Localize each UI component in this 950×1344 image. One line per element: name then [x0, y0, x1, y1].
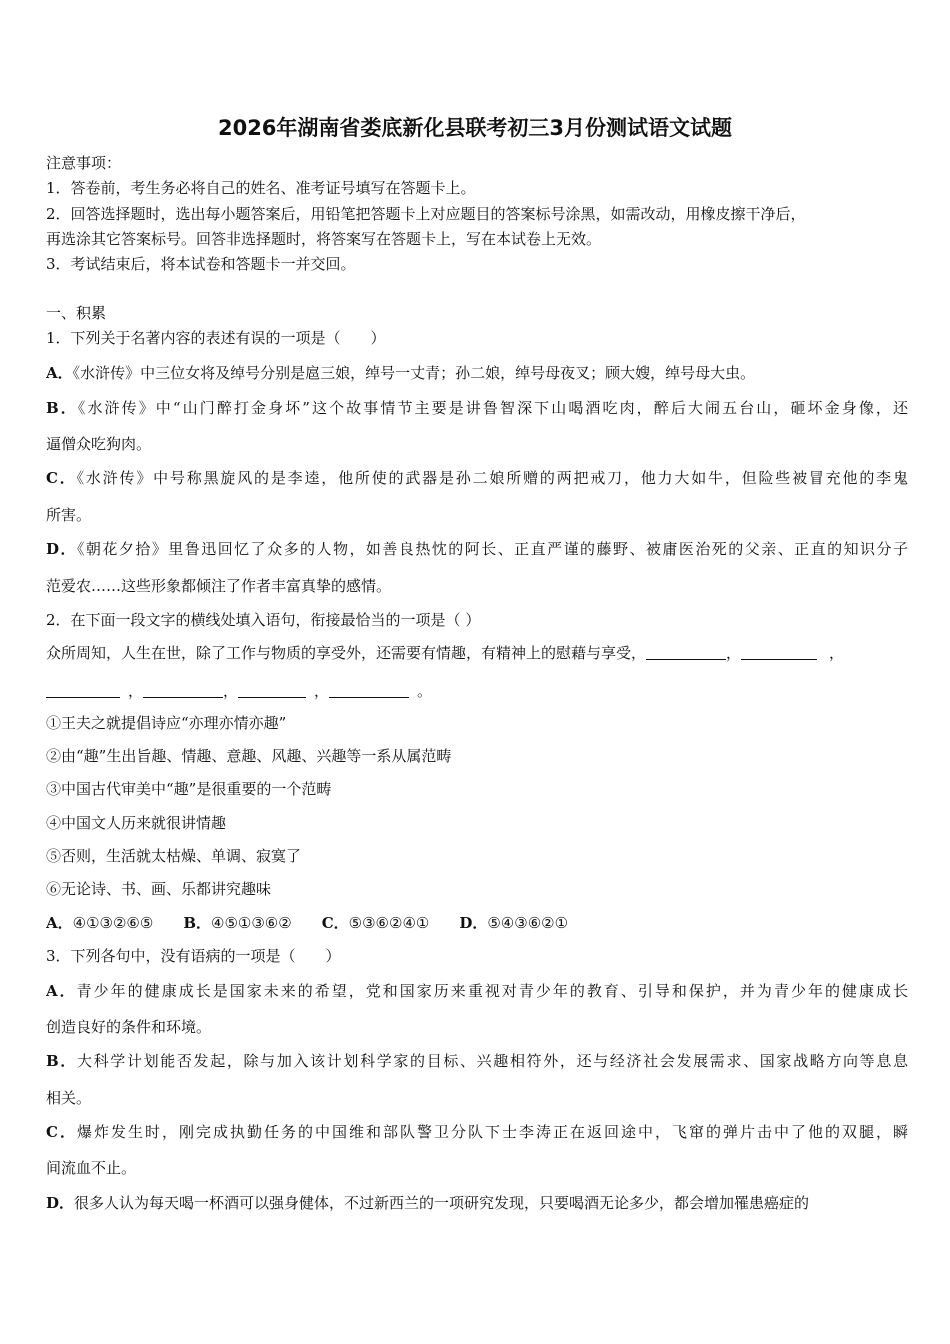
q1-option-a [46, 362, 908, 383]
notice-item-3: 3．考试结束后，将本试卷和答题卡一并交回。 [46, 255, 356, 273]
q2-d-text: ⑤④③⑥②① [487, 914, 569, 932]
page-title: 2026年湖南省娄底新化县联考初三3月份测试语文试题 [217, 116, 733, 140]
q1-b-text: 《水浒传》中“山门醉打金身坏”这个故事情节主要是讲鲁智深下山喝酒吃肉，醉后大闹五台山，砸坏金身像，还 [77, 399, 908, 417]
notice-item-1: 1．答卷前，考生务必将自己的姓名、准考证号填写在答题卡上。 [46, 179, 476, 197]
fill-blank-5 [238, 683, 306, 698]
q1-b-cont: 逼僧众吃狗肉。 [46, 435, 152, 453]
q2-option-d [459, 912, 568, 933]
fill-blank-2 [741, 645, 817, 660]
q3-c-cont: 间流血不止。 [46, 1159, 137, 1177]
q2-d-label: D． [459, 914, 488, 932]
q3-d-label: D． [46, 1194, 75, 1212]
q3-b-cont: 相关。 [46, 1089, 92, 1107]
q2-blanks-line [46, 680, 908, 701]
q2-sentence-4: ④中国文人历来就很讲情趣 [46, 814, 227, 832]
fill-blank-4 [143, 683, 223, 698]
q1-c-label: C． [46, 469, 77, 487]
q2-a-label: A． [46, 914, 73, 932]
q1-a-text: 《水浒传》中三位女将及绰号分别是扈三娘，绰号一丈青；孙二娘，绰号母夜叉；顾大嫂，绰号母大虫。 [72, 364, 756, 382]
q2-option-a [46, 912, 153, 933]
q1-c-cont: 所害。 [46, 506, 92, 524]
q2-c-text: ⑤③⑥②④① [348, 914, 430, 932]
q3-c-text: 爆炸发生时，刚完成执勤任务的中国维和部队警卫分队下士李涛正在返回途中，飞窜的弹片击中了他的双腿，瞬 [76, 1123, 908, 1141]
q3-stem: 3．下列各句中，没有语病的一项是（ ） [46, 947, 341, 965]
q1-b-label: B． [46, 399, 78, 417]
q1-option-b [46, 397, 908, 418]
q2-passage [46, 642, 908, 663]
fill-blank-3 [46, 683, 120, 698]
q1-option-c [46, 467, 908, 488]
fill-blank-6 [329, 683, 409, 698]
q2-options [46, 912, 908, 933]
q2-comma-3: ， [128, 682, 144, 700]
q2-sentence-2: ②由“趣”生出旨趣、情趣、意趣、风趣、兴趣等一系从属范畴 [46, 747, 452, 765]
q2-option-b [183, 912, 291, 933]
q3-d-text: 很多人认为每天喝一杯酒可以强身健体，不过新西兰的一项研究发现，只要喝酒无论多少，都会增加罹患癌症的 [74, 1194, 810, 1212]
q1-option-d [46, 538, 908, 559]
notice-heading: 注意事项： [46, 154, 122, 172]
q2-b-text: ④⑤①③⑥② [211, 914, 292, 932]
q2-a-text: ④①③②⑥⑤ [72, 914, 154, 932]
notice-item-2: 2．回答选择题时，选出每小题答案后，用铅笔把答题卡上对应题目的答案标号涂黑，如需改动，用橡皮擦干净后， [46, 205, 806, 223]
q3-a-label: A． [46, 982, 77, 1000]
q2-sentence-1: ①王夫之就提倡诗应“亦理亦情亦趣” [46, 714, 287, 732]
q1-c-text: 《水浒传》中号称黑旋风的是李逵，他所使的武器是孙二娘所赠的两把戒刀，他力大如牛，但险些被冒充他的李鬼 [76, 469, 908, 487]
section-heading: 一、积累 [46, 304, 107, 322]
q3-option-b [46, 1050, 908, 1071]
q2-passage-text: 众所周知，人生在世，除了工作与物质的享受外，还需要有情趣，有精神上的慰藉与享受， [46, 644, 647, 662]
q2-b-label: B． [183, 914, 212, 932]
q2-comma-1: ， [726, 644, 742, 662]
q3-option-d [46, 1192, 908, 1213]
q2-stem: 2．在下面一段文字的横线处填入语句，衔接最恰当的一项是（ ） [46, 611, 481, 629]
q2-comma-2: ， [829, 644, 845, 662]
q1-d-cont: 范爱农……这些形象都倾注了作者丰富真挚的感情。 [46, 577, 392, 595]
q1-stem: 1．下列关于名著内容的表述有误的一项是（ ） [46, 329, 386, 347]
fill-blank-1 [646, 645, 726, 660]
q3-option-a [46, 980, 908, 1001]
q2-c-label: C． [321, 914, 349, 932]
q2-comma-4: ， [223, 682, 239, 700]
q3-a-text: 青少年的健康成长是国家未来的希望，党和国家历来重视对青少年的教育、引导和保护，并为青少年的健康成长 [76, 982, 908, 1000]
q3-c-label: C． [46, 1123, 77, 1141]
q2-sentence-3: ③中国古代审美中“趣”是很重要的一个范畴 [46, 780, 332, 798]
notice-item-2-cont: 再选涂其它答案标号。回答非选择题时，将答案写在答题卡上，写在本试卷上无效。 [46, 230, 602, 248]
q3-option-c [46, 1121, 908, 1142]
q2-comma-5: ， [314, 682, 330, 700]
q1-a-label: A． [46, 364, 73, 382]
q3-b-text: 大科学计划能否发起，除与加入该计划科学家的目标、兴趣相符外，还与经济社会发展需求、国家战略方向等息息 [76, 1052, 908, 1070]
q2-period: 。 [417, 682, 433, 700]
q2-sentence-5: ⑤否则，生活就太枯燥、单调、寂寞了 [46, 847, 302, 865]
q2-sentence-6: ⑥无论诗、书、画、乐都讲究趣味 [46, 880, 272, 898]
q2-option-c [322, 912, 430, 933]
q1-d-label: D． [46, 540, 77, 558]
q3-b-label: B． [46, 1052, 77, 1070]
q1-d-text: 《朝花夕拾》里鲁迅回忆了众多的人物，如善良热忱的阿长、正直严谨的藤野、被庸医治死的父亲、正直的知识分子 [76, 540, 908, 558]
q3-a-cont: 创造良好的条件和环境。 [46, 1018, 212, 1036]
